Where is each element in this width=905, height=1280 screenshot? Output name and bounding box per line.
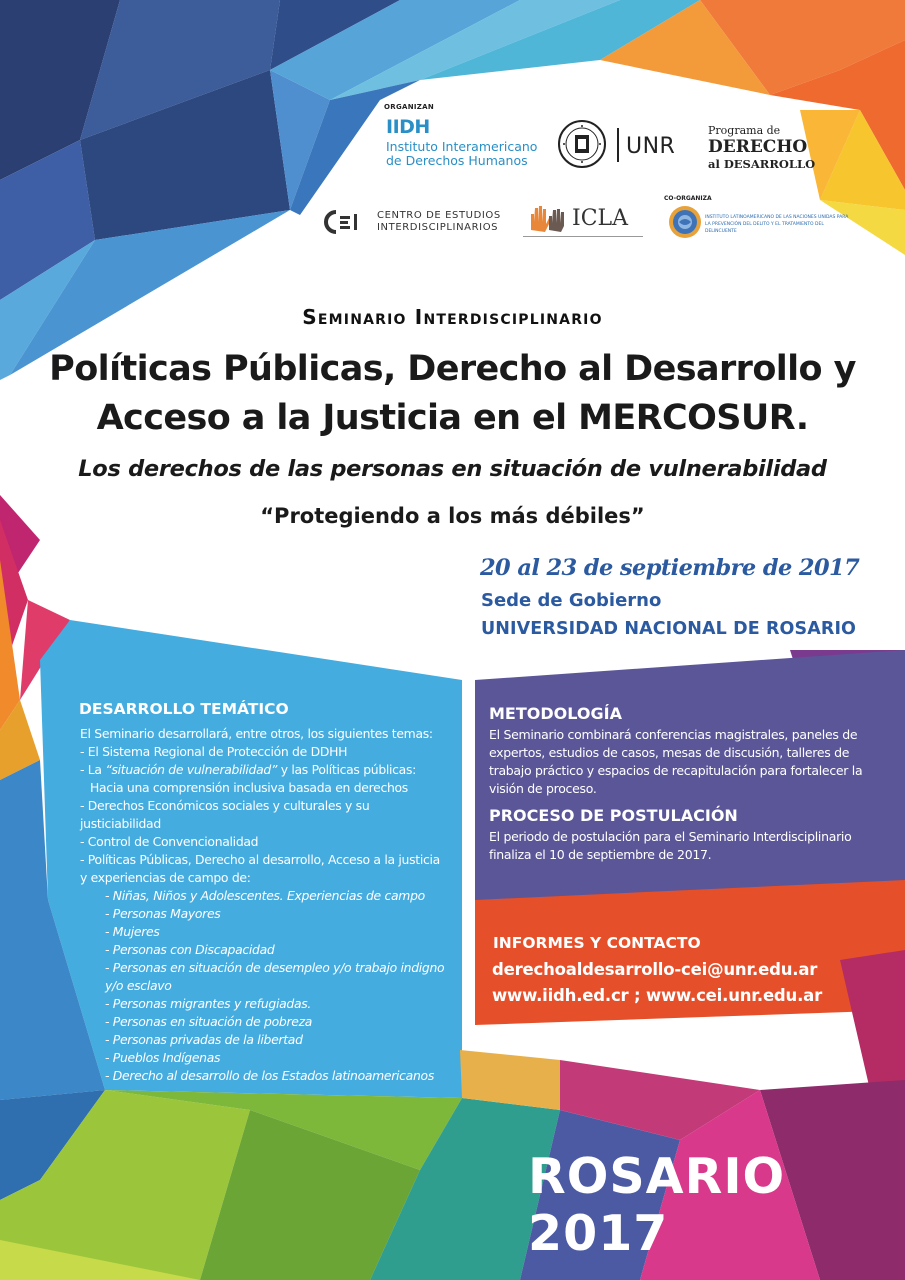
cei-logo-icon: [322, 208, 364, 236]
item-italic: “situación de vulnerabilidad”: [105, 762, 278, 777]
desarrollo-subitem: - Personas privadas de la libertad: [105, 1032, 303, 1047]
desarrollo-subitem: - Mujeres: [105, 924, 160, 939]
venue-line-1: Sede de Gobierno: [481, 590, 662, 611]
iidh-name-line-1: Instituto Interamericano: [386, 139, 538, 154]
venue-line-2: UNIVERSIDAD NACIONAL DE ROSARIO: [481, 619, 857, 639]
ilanud-seal-icon: [668, 205, 702, 239]
desarrollo-subitem: - Personas en situación de pobreza: [105, 1014, 313, 1029]
iidh-name-line-2: de Derechos Humanos: [386, 153, 528, 168]
seminar-label: Seminario Interdisciplinario: [302, 305, 603, 329]
rosario-2017-footer: ROSARIO 2017: [528, 1148, 786, 1262]
metodologia-heading: METODOLOGÍA: [489, 704, 622, 723]
desarrollo-list: [80, 725, 448, 1085]
programa-line-1: Programa de: [708, 124, 781, 137]
cei-name-line-1: CENTRO DE ESTUDIOS: [377, 210, 501, 221]
icla-hands-icon: [527, 202, 569, 234]
unr-seal-icon: [558, 120, 606, 168]
item-suffix: y las Políticas públicas:: [277, 762, 417, 777]
desarrollo-subitem: - Niñas, Niños y Adolescentes. Experiencias de campo: [105, 888, 425, 903]
programa-line-2: DERECHO: [708, 137, 808, 157]
title-line-1: Políticas Públicas, Derecho al Desarrollo y: [49, 349, 856, 389]
cei-name: [377, 210, 501, 234]
desarrollo-subitem: - Pueblos Indígenas: [105, 1050, 221, 1065]
desarrollo-item: - Políticas Públicas, Derecho al desarrollo, Acceso a la justicia y experiencias de campo de:: [80, 852, 440, 885]
event-date: 20 al 23 de septiembre de 2017: [480, 555, 860, 581]
desarrollo-subitem: - Personas Mayores: [105, 906, 221, 921]
iidh-logo-acronym: IIDH: [386, 116, 430, 138]
motto: “Protegiendo a los más débiles”: [260, 504, 645, 528]
desarrollo-item: - Derechos Económicos sociales y culturales y su justiciabilidad: [80, 798, 370, 831]
organizan-label: ORGANIZAN: [384, 103, 435, 111]
postulacion-body: El periodo de postulación para el Seminario Interdisciplinario finaliza el 10 de septiembre de 2017.: [489, 829, 852, 862]
subtitle: Los derechos de las personas en situación de vulnerabilidad: [78, 456, 827, 482]
informes-heading: INFORMES Y CONTACTO: [493, 934, 701, 952]
page-title: [0, 345, 905, 443]
icla-logo-text: ICLA: [572, 206, 629, 231]
desarrollo-subitem: - Personas migrantes y refugiadas.: [105, 996, 312, 1011]
coorganiza-label: CO-ORGANIZA: [664, 195, 712, 202]
item-prefix: - La: [80, 762, 106, 777]
cei-name-line-2: INTERDISCIPLINARIOS: [377, 222, 499, 233]
title-line-2: Acceso a la Justicia en el MERCOSUR.: [96, 398, 809, 438]
desarrollo-subitem: - Derecho al desarrollo de los Estados latinoamericanos: [105, 1068, 434, 1083]
icla-underline: [523, 236, 643, 237]
contact-websites[interactable]: www.iidh.ed.cr ; www.cei.unr.edu.ar: [492, 986, 823, 1005]
postulacion-heading: PROCESO DE POSTULACIÓN: [489, 806, 738, 825]
unr-logo-text: UNR: [626, 134, 676, 159]
metodologia-body: El Seminario combinará conferencias magistrales, paneles de expertos, estudios de casos, mesas de discusión, talleres de trabajo práctico y espacios de recapitulación para fortalecer la visión de proceso.: [489, 727, 863, 796]
desarrollo-item-cont: Hacia una comprensión inclusiva basada en derechos: [90, 780, 408, 795]
iidh-logo-name: [386, 140, 556, 168]
desarrollo-item: - Control de Convencionalidad: [80, 834, 259, 849]
unr-divider: [617, 128, 619, 162]
programa-derecho-logo: [708, 124, 815, 171]
programa-line-3: al DESARROLLO: [708, 157, 816, 171]
desarrollo-item: [80, 761, 448, 779]
desarrollo-intro: El Seminario desarrollará, entre otros, los siguientes temas:: [80, 726, 433, 741]
contact-email[interactable]: derechoaldesarrollo-cei@unr.edu.ar: [492, 960, 818, 979]
desarrollo-subitem: - Personas en situación de desempleo y/o trabajo indigno y/o esclavo: [105, 960, 445, 993]
ilanud-name: INSTITUTO LATINOAMERICANO DE LAS NACIONES UNIDAS PARA LA PREVENCIÓN DEL DELITO Y EL TRATAMIENTO DEL DELINCUENTE: [705, 215, 849, 234]
desarrollo-item: - El Sistema Regional de Protección de DDHH: [80, 744, 348, 759]
desarrollo-subitem: - Personas con Discapacidad: [105, 942, 275, 957]
desarrollo-heading: DESARROLLO TEMÁTICO: [79, 700, 289, 718]
